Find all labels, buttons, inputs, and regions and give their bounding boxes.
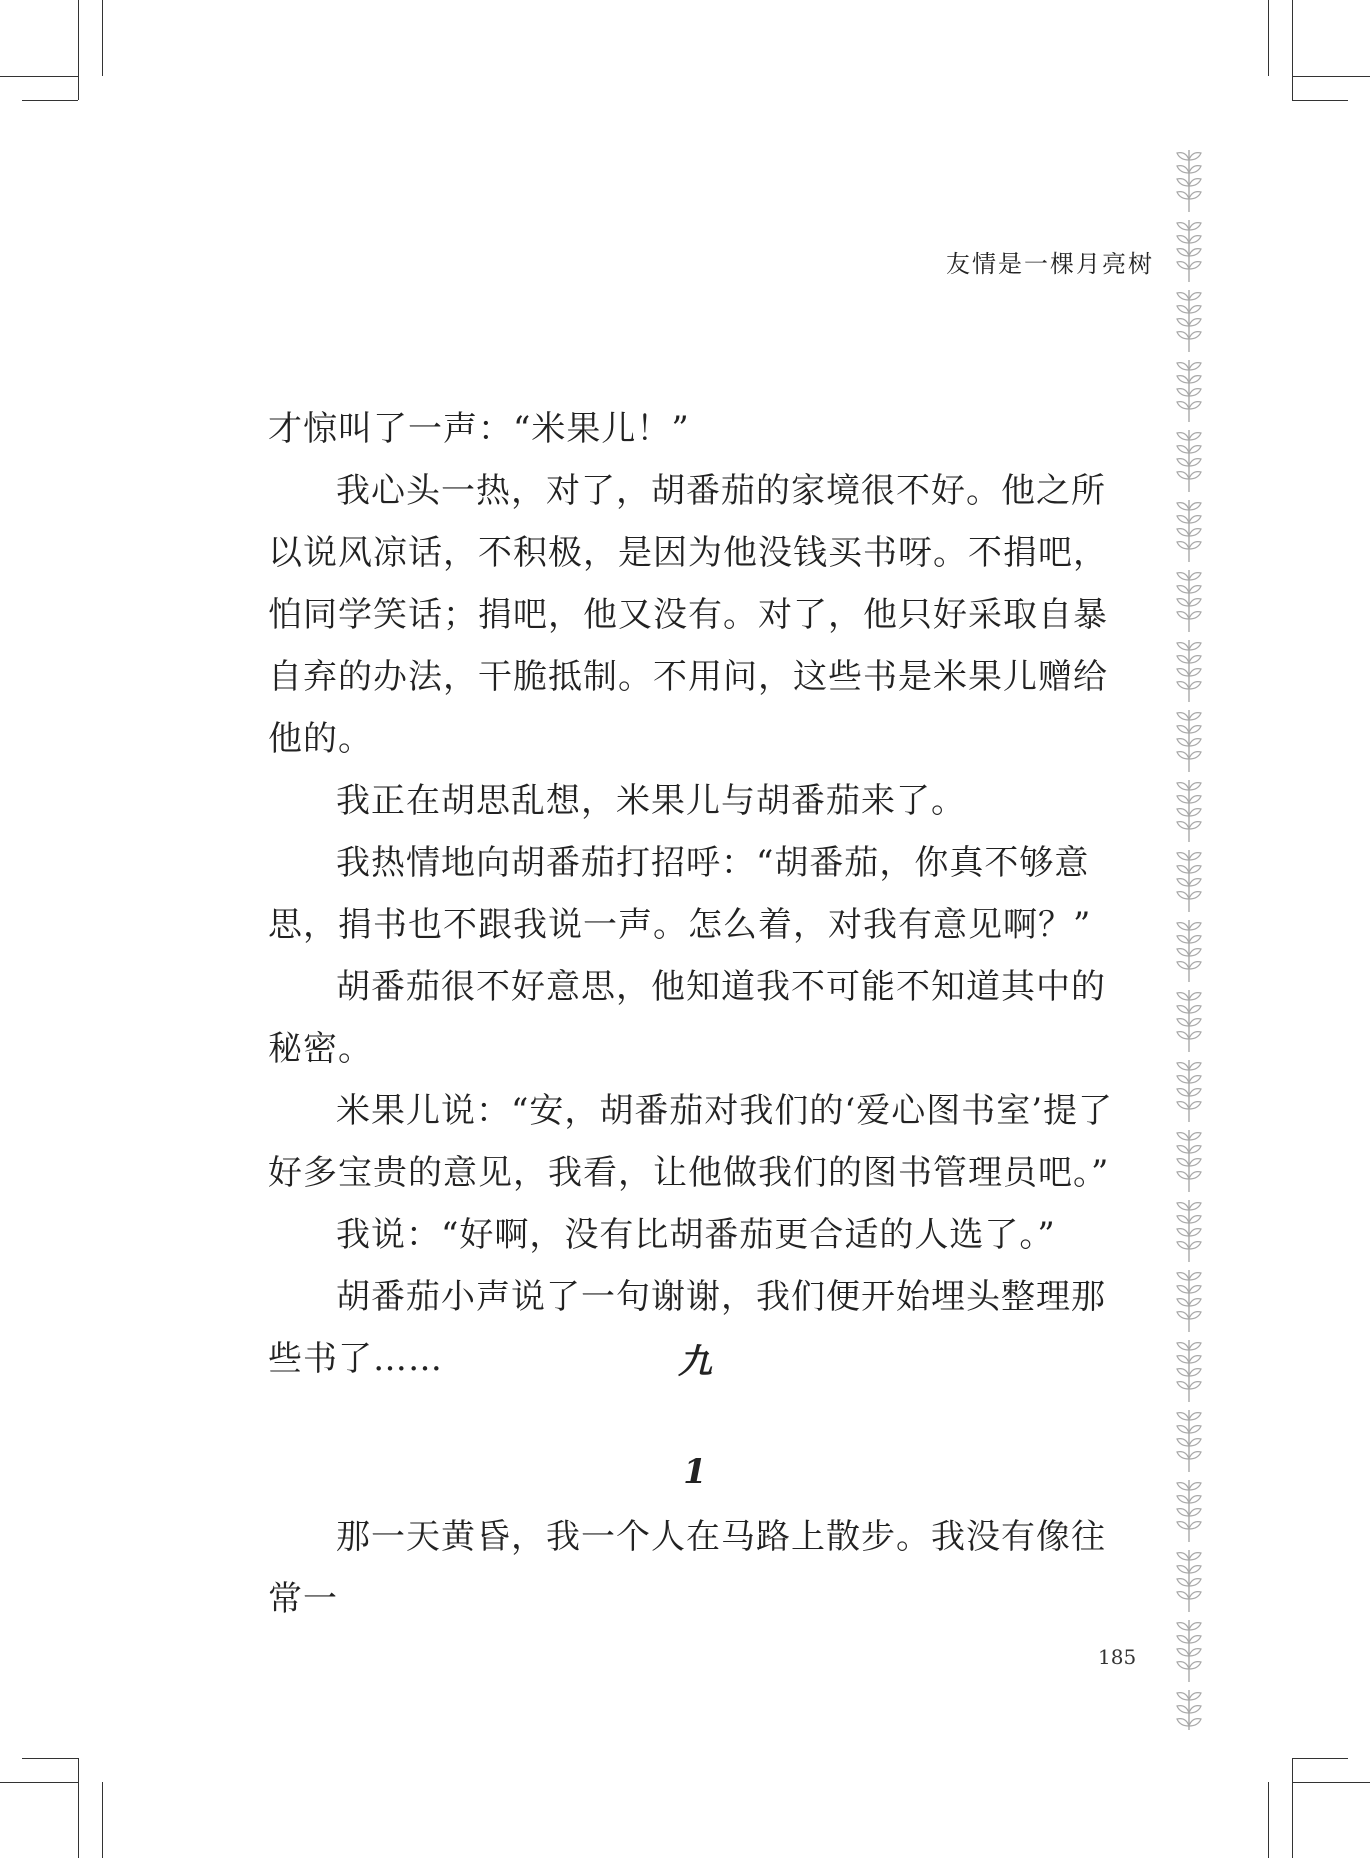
body-text-continued <box>268 1506 1124 1630</box>
leaf-sprig <box>1177 990 1201 1052</box>
paragraph: 那一天黄昏，我一个人在马路上散步。我没有像往常一 <box>268 1517 1106 1619</box>
leaf-sprig <box>1177 1060 1201 1122</box>
leaf-sprig <box>1177 1690 1201 1730</box>
paragraph: 才惊叫了一声：“米果儿！” <box>268 409 690 449</box>
leaf-sprig <box>1177 1620 1201 1682</box>
leaf-sprig <box>1177 920 1201 982</box>
leaf-sprig <box>1177 1270 1201 1332</box>
paragraph: 我心头一热，对了，胡番茄的家境很不好。他之所以说风凉话，不积极，是因为他没钱买书呀。不捐吧，怕同学笑话；捐吧，他又没有。对了，他只好采取自暴自弃的办法，干脆抵制。不用问，这些书是米果儿赠给他的。 <box>268 471 1108 759</box>
leaf-sprig <box>1177 850 1201 912</box>
paragraph: 我热情地向胡番茄打招呼：“胡番茄，你真不够意思，捐书也不跟我说一声。怎么着，对我有意见啊？” <box>268 843 1092 945</box>
paragraph: 我说：“好啊，没有比胡番茄更合适的人选了。” <box>336 1215 1056 1255</box>
leaf-sprig <box>1177 1550 1201 1612</box>
leaf-sprig <box>1177 1130 1201 1192</box>
leaf-sprig <box>1177 360 1201 422</box>
body-text <box>268 398 1124 1390</box>
paragraph: 米果儿说：“安，胡番茄对我们的‘爱心图书室’提了好多宝贵的意见，我看，让他做我们的图书管理员吧。” <box>268 1091 1113 1193</box>
leaf-vine-ornament <box>1166 150 1212 1730</box>
leaf-sprig <box>1177 780 1201 842</box>
page-number: 185 <box>1098 1645 1137 1669</box>
leaf-sprig <box>1177 430 1201 492</box>
running-head: 友情是一棵月亮树 <box>946 250 1154 278</box>
leaf-sprig <box>1177 570 1201 632</box>
section-heading: 1 <box>683 1452 707 1492</box>
leaf-sprig <box>1177 710 1201 772</box>
paragraph: 胡番茄小声说了一句谢谢，我们便开始埋头整理那些书了…… <box>268 1277 1106 1379</box>
chapter-heading: 九 <box>678 1342 712 1382</box>
leaf-sprig <box>1177 150 1201 212</box>
leaf-sprig <box>1177 640 1201 702</box>
leaf-sprig <box>1177 290 1201 352</box>
paragraph: 胡番茄很不好意思，他知道我不可能不知道其中的秘密。 <box>268 967 1106 1069</box>
paragraph: 我正在胡思乱想，米果儿与胡番茄来了。 <box>336 781 966 821</box>
leaf-sprig <box>1177 500 1201 562</box>
leaf-sprig <box>1177 1200 1201 1262</box>
leaf-sprig <box>1177 220 1201 282</box>
